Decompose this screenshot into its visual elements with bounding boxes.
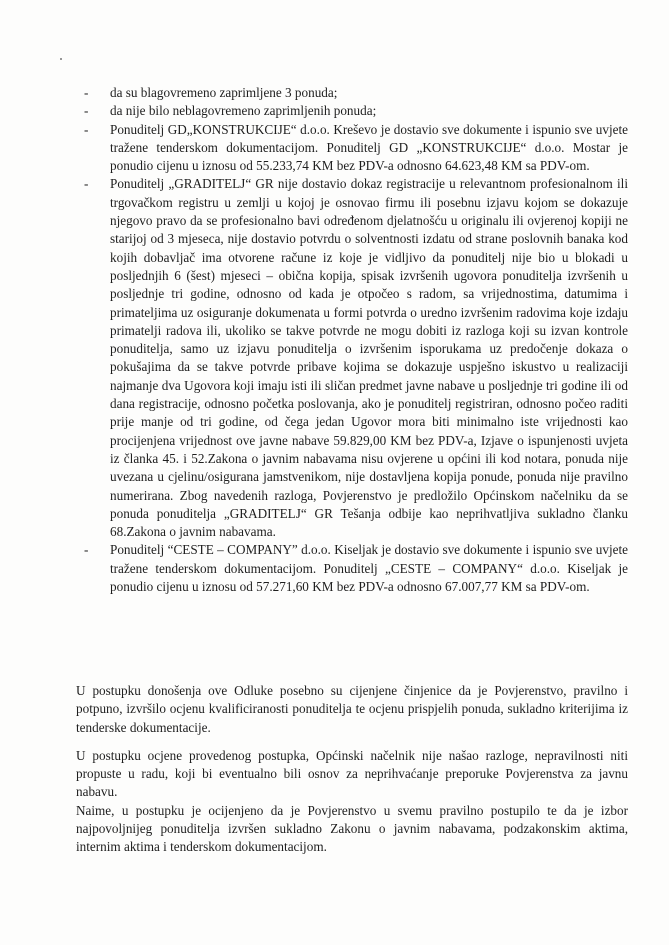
list-dash: -: [84, 85, 89, 100]
list-item: [84, 84, 628, 102]
list-item-text: Ponuditelj GD„KONSTRUKCIJE“ d.o.o. Kreševo je dostavio sve dokumente i ispunio sve uvjete tražene tenderskom dokumentacijom. Ponuditelj GD „KONSTRUKCIJE“ d.o.o. Mostar je ponudio cijenu u iznosu od 55.233,74 KM bez PDV-a odnosno 64.623,48 KM sa PDV-om.: [110, 121, 628, 174]
list-item-text: da nije bilo neblagovremeno zaprimljenih ponuda;: [110, 103, 377, 119]
list-item: [84, 102, 628, 120]
conclusion-section: [76, 682, 628, 867]
list-dash: -: [84, 121, 89, 137]
paragraph: U postupku ocjene provedenog postupka, Općinski načelnik nije našao razloge, nepravilnosti niti propuste u radu, koji bi eventualno bili osnov za neprihvaćanje preporuke Povjerenstva za javnu nabavu.: [76, 747, 628, 800]
list-item: [84, 121, 628, 176]
paragraph: Naime, u postupku je ocijenjeno da je Povjerenstvo u svemu pravilno postupilo te da je izbor najpovoljnijeg ponuditelja izvršen sukladno Zakonu o javnim nabavama, podzakonskim aktima, internim aktima i tenderskom dokumentacijom.: [76, 802, 628, 855]
list-item-text: Ponuditelj „GRADITELJ“ GR nije dostavio dokaz registracije u relevantnom profesionalnom ili trgovačkom registru u zemlji u kojoj je osnovao firmu ili posebnu izjavu kojom se dokazuje njegovo pravo da se profesionalno bavi određenom djelatnošću u originalu ili ovjerenoj kopiji ne starijoj od 3 mjeseca, nije dostavio potvrdu o solventnosti izdatu od strane poslovnih banaka kod kojih dobavljač ima otvorene račune iz koje je vidljivo da ponuditelj nije bio u blokadi u posljednjih 6 (šest) mjeseci – obična kopija, spisak izvršenih ugovora ponuditelja izvršenih u posljednje tri godine, odnosno od kada je otpočeo s radom, sa vrijednostima, datumima i primateljima uz osiguranje dokumenata u formi potvrda o uredno izvršenim radovima koje izdaju primatelji radova ili, ukoliko se takve potvrde ne mogu dobiti iz razloga koji su izvan kontrole ponuditelja, samo uz izjavu ponuditelja o izvršenim isporukama uz predočenje dokaza o pokušajima da se takve potvrde pribave kojima se dokazuje uspješno iskustvo u realizaciji najmanje dva Ugovora koji imaju isti ili sličan predmet javne nabave u posljednje tri godine ili od dana registracije, odnosno početka poslovanja, ako je ponuditelj registriran, odnosno počeo raditi prije manje od tri godine, od čega jedan Ugovor mora biti minimalno iste vrijednosti kao procijenjena vrijednost ove javne nabave 59.829,00 KM bez PDV-a, Izjave o ispunjenosti uvjeta iz članka 45. i 52.Zakona o javnim nabavama nisu ovjerene u općini ili kod notara, ponuda nije uvezana u cjelinu/osigurana jamstvenikom, nije dostavljena kopija ponude, ponuda nije pravilno numerirana. Zbog navedenih razloga, Povjerenstvo je predložilo Općinskom načelniku da se ponuda ponuditelja „GRADITELJ“ GR Tešanja odbije kao neprihvatljiva sukladno članku 68.Zakona o javnim nabavama.: [110, 176, 628, 540]
list-dash: -: [84, 542, 89, 558]
list-item-text: Ponuditelj “CESTE – COMPANY” d.o.o. Kiseljak je dostavio sve dokumente i ispunio sve uvjete tražene tenderskom dokumentacijom. Ponuditelj „CESTE – COMPANY“ d.o.o. Kiseljak je ponudio cijenu u iznosu od 57.271,60 KM bez PDV-a odnosno 67.007,77 KM sa PDV-om.: [110, 542, 628, 595]
list-item: [84, 175, 628, 541]
list-dash: -: [84, 103, 89, 119]
paragraph: U postupku donošenja ove Odluke posebno su cijenjene činjenice da je Povjerenstvo, pravilno i potpuno, izvršilo ocjenu kvalificiranosti ponuditelja te ocjenu prispjelih ponuda, sukladno kriterijima iz tenderske dokumentacije.: [76, 683, 628, 735]
scan-speck: [60, 58, 62, 60]
list-item-text: da su blagovremeno zaprimljene 3 ponuda;: [110, 85, 338, 100]
list-item: [84, 541, 628, 596]
list-dash: -: [84, 176, 89, 192]
findings-list: [84, 84, 628, 596]
